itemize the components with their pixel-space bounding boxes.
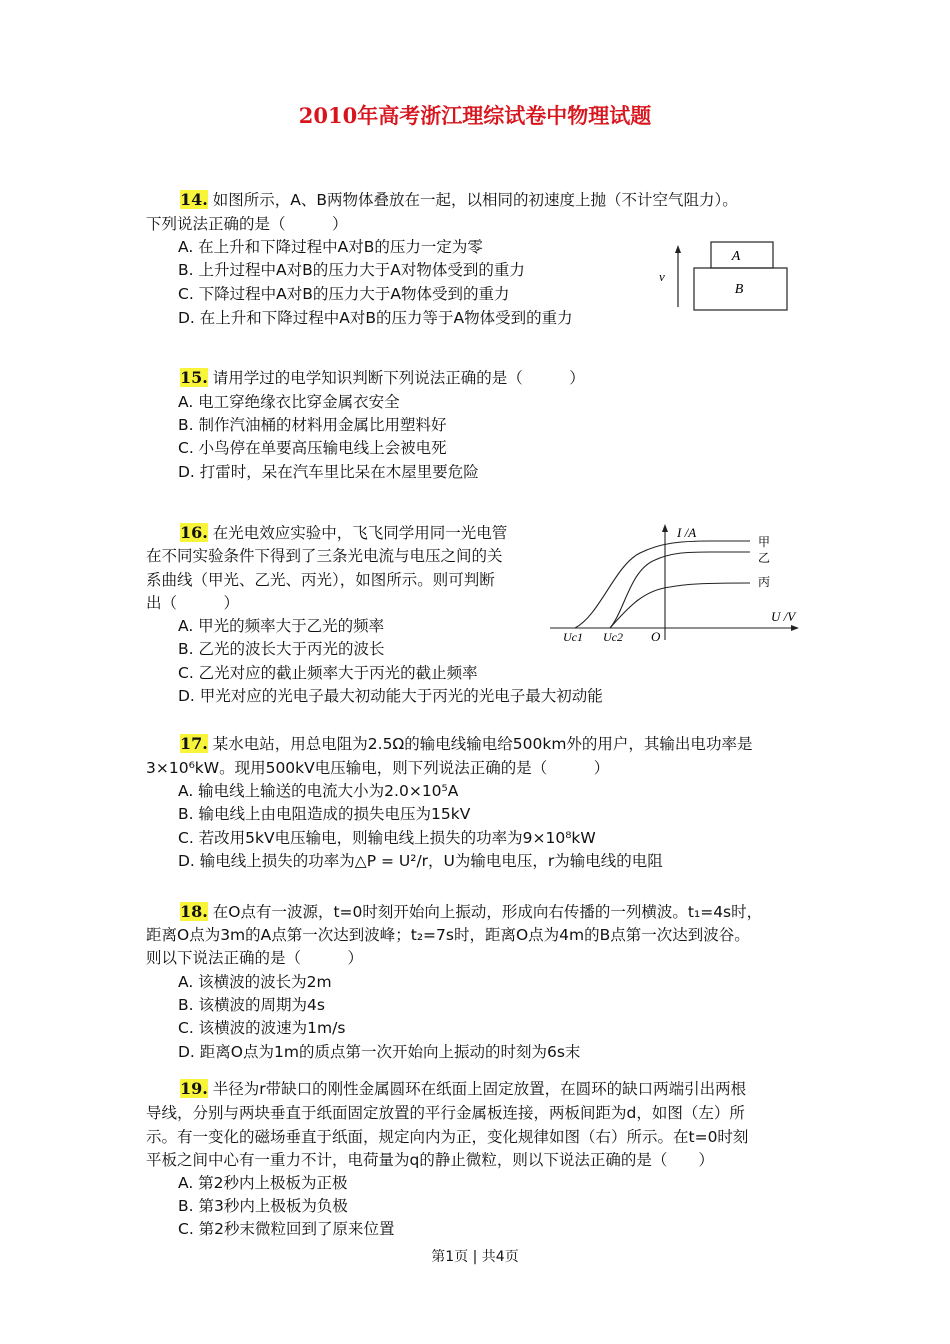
q19-option-c: C. 第2秒末微粒回到了原来位置	[178, 1220, 395, 1238]
q18-option-c: C. 该横波的波速为1m/s	[178, 1019, 346, 1037]
origin-label: O	[651, 629, 661, 644]
q19-option-a: A. 第2秒内上极板为正极	[178, 1174, 348, 1192]
q19-stem-line4: 平板之间中心有一重力不计，电荷量为q的静止微粒，则以下说法正确的是（ ）	[146, 1151, 714, 1169]
q18-option-d: D. 距离O点为1m的质点第一次开始向上振动的时刻为6s末	[178, 1043, 581, 1061]
q19-number: 19.	[180, 1079, 208, 1098]
curve-yi	[610, 552, 750, 628]
y-axis-label: I /A	[677, 525, 697, 540]
q15-option-b: B. 制作汽油桶的材料用金属比用塑料好	[178, 416, 447, 434]
q16-option-c: C. 乙光对应的截止频率大于丙光的截止频率	[178, 664, 478, 682]
q18-option-a: A. 该横波的波长为2m	[178, 973, 332, 991]
q15-option-d: D. 打雷时，呆在汽车里比呆在木屋里要危险	[178, 463, 479, 481]
q18-stem-line1: 18. 在O点有一波源，t=0时刻开始向上振动，形成向右传播的一列横波。t₁=4s时，	[180, 902, 763, 921]
q16-stem-line4: 出（ ）	[146, 594, 240, 612]
curve-label-jia: 甲	[758, 535, 771, 549]
q19-stem-line1: 19. 半径为r带缺口的刚性金属圆环在纸面上固定放置，在圆环的缺口两端引出两根	[180, 1079, 747, 1098]
q17-stem-line2: 3×10⁶kW。现用500kV电压输电，则下列说法正确的是（ ）	[146, 759, 610, 777]
q16-stem-line3: 系曲线（甲光、乙光、丙光），如图所示。则可判断	[146, 571, 495, 589]
q18-option-b: B. 该横波的周期为4s	[178, 996, 325, 1014]
q18-number: 18.	[180, 902, 208, 921]
q15-option-a: A. 电工穿绝缘衣比穿金属衣安全	[178, 393, 400, 411]
x-axis-arrow-icon	[791, 625, 799, 631]
q16-option-b: B. 乙光的波长大于丙光的波长	[178, 640, 385, 658]
uc2-label: Uc2	[603, 630, 623, 644]
label-b: B	[734, 282, 744, 297]
q17-stem-line1: 17. 某水电站，用总电阻为2.5Ω的输电线输电给500km外的用户，其输出电功率是	[180, 734, 753, 753]
q17-option-a: A. 输电线上输送的电流大小为2.0×10⁵A	[178, 782, 459, 800]
x-axis-label: U /V	[771, 609, 796, 624]
q19-stem-line3: 示。有一变化的磁场垂直于纸面，规定向内为正，变化规律如图（右）所示。在t=0时刻	[146, 1128, 749, 1146]
q15-stem: 15. 请用学过的电学知识判断下列说法正确的是（ ）	[180, 368, 585, 387]
page-title: 2010年高考浙江理综试卷中物理试题	[298, 103, 652, 128]
q17-option-c: C. 若改用5kV电压输电，则输电线上损失的功率为9×10⁸kW	[178, 829, 596, 847]
block-a	[711, 242, 773, 268]
q16-stem-line1: 16. 在光电效应实验中，飞飞同学用同一光电管	[180, 523, 508, 542]
q15-number: 15.	[180, 368, 208, 387]
q14-number: 14.	[180, 190, 208, 209]
q14-option-b: B. 上升过程中A对B的压力大于A对物体受到的重力	[178, 261, 525, 279]
curve-bing	[610, 583, 750, 628]
q14-figure-stacked-blocks	[650, 235, 800, 320]
q14-stem-line1: 14. 如图所示，A、B两物体叠放在一起，以相同的初速度上抛（不计空气阻力）。	[180, 190, 738, 209]
uc1-label: Uc1	[563, 630, 583, 644]
curve-label-yi: 乙	[758, 551, 771, 565]
arrow-head-icon	[675, 245, 681, 253]
q17-option-b: B. 输电线上由电阻造成的损失电压为15kV	[178, 805, 471, 823]
q16-option-d: D. 甲光对应的光电子最大初动能大于丙光的光电子最大初动能	[178, 687, 603, 705]
label-v: v	[659, 269, 665, 284]
q14-stem-line2: 下列说法正确的是（ ）	[146, 215, 348, 233]
q16-number: 16.	[180, 523, 208, 542]
q16-stem-line2: 在不同实验条件下得到了三条光电流与电压之间的关	[146, 547, 503, 565]
q19-option-b: B. 第3秒内上极板为负极	[178, 1197, 348, 1215]
curve-label-bing: 丙	[758, 575, 771, 589]
curve-jia	[575, 541, 750, 628]
label-a: A	[731, 249, 741, 264]
page-footer: 第1页 | 共4页	[431, 1249, 519, 1265]
q16-figure-iv-curves	[545, 515, 805, 650]
q18-stem-line2: 距离O点为3m的A点第一次达到波峰；t₂=7s时，距离O点为4m的B点第一次达到波谷。	[146, 926, 750, 944]
q17-option-d: D. 输电线上损失的功率为△P = U²/r，U为输电电压，r为输电线的电阻	[178, 852, 663, 870]
q17-number: 17.	[180, 734, 208, 753]
q14-option-a: A. 在上升和下降过程中A对B的压力一定为零	[178, 238, 483, 256]
q15-option-c: C. 小鸟停在单要高压输电线上会被电死	[178, 439, 447, 457]
q14-option-d: D. 在上升和下降过程中A对B的压力等于A物体受到的重力	[178, 309, 573, 327]
q19-stem-line2: 导线，分别与两块垂直于纸面固定放置的平行金属板连接，两板间距为d，如图（左）所	[146, 1104, 745, 1122]
q16-option-a: A. 甲光的频率大于乙光的频率	[178, 617, 385, 635]
q14-option-c: C. 下降过程中A对B的压力大于A物体受到的重力	[178, 285, 510, 303]
q18-stem-line3: 则以下说法正确的是（ ）	[146, 949, 364, 967]
y-axis-arrow-icon	[662, 524, 668, 532]
